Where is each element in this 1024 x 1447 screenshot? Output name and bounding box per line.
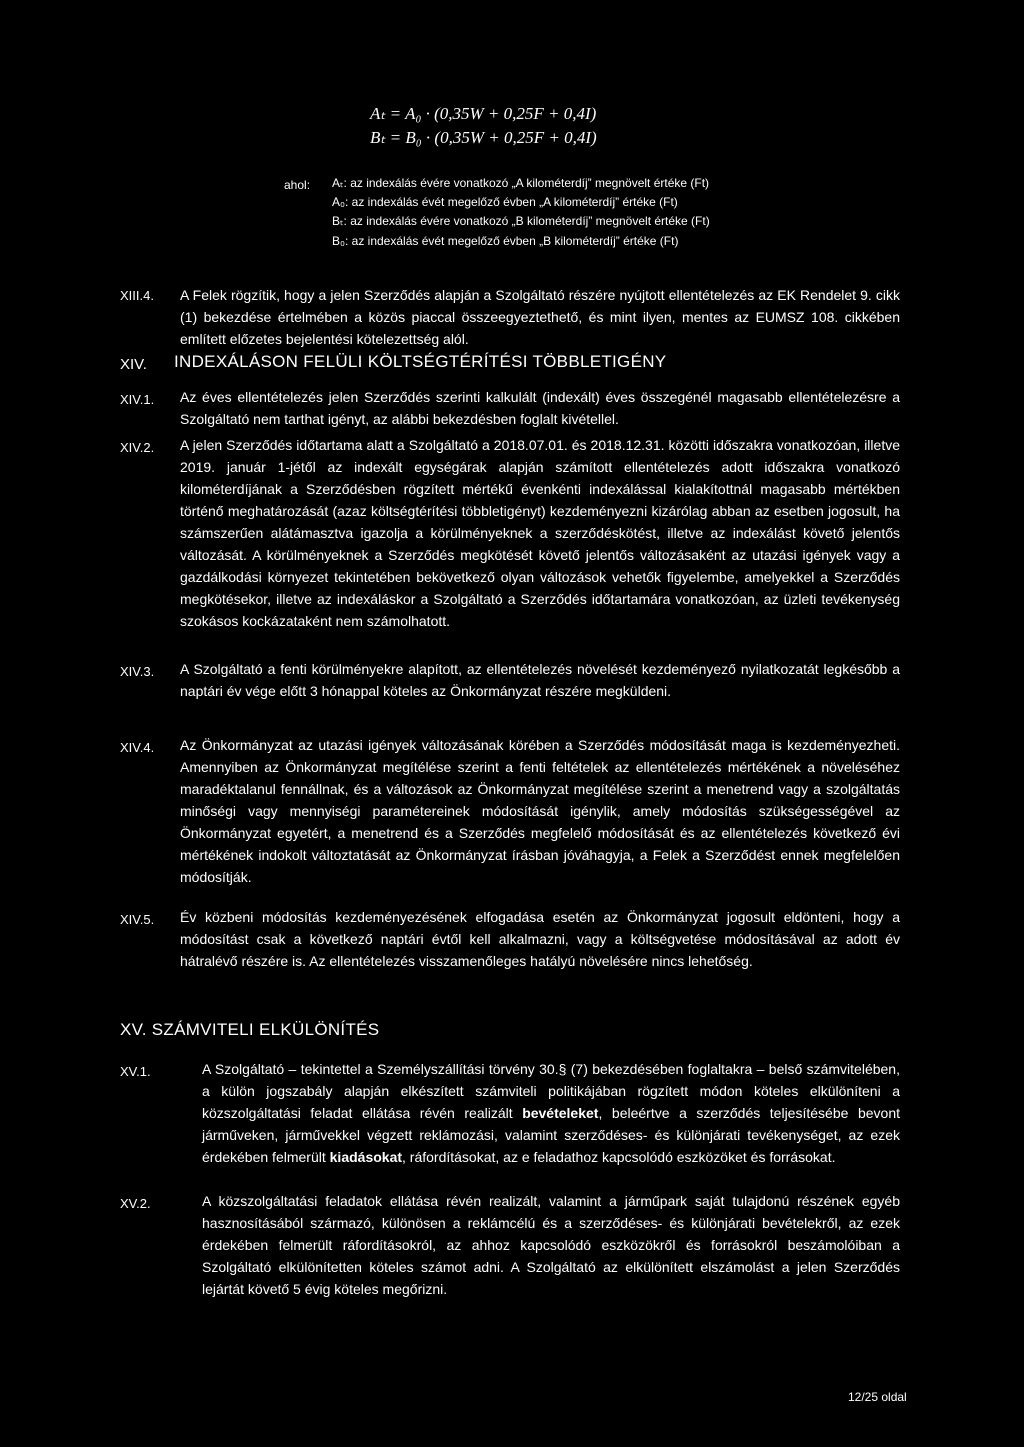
formula-a: Aₜ = A₀ · (0,35W + 0,25F + 0,4I) [370,104,597,123]
section-title-xiv: INDEXÁLÁSON FELÜLI KÖLTSÉGTÉRÍTÉSI TÖBBLETIGÉNY [174,352,667,371]
paragraph-xv2: A közszolgáltatási feladatok ellátása révén realizált, valamint a járműpark saját tulajdonú részének egyéb hasznosításából származó, különösen a reklámcélú és a szerződéses- és különjárati bevételekről, az ezek érdekében felmerült ráfordításokról, az ahhoz kapcsolódó eszközökről és forrásokról beszámolóiban a Szolgáltató elkülönítetten köteles számot adni. A Szolgáltató az elkülönített elszámolást a jelen Szerződés lejártát követő 5 évig köteles megőrizni. [202,1193,900,1297]
section-number-xv2: XV.2. [120,1196,151,1211]
section-number-xiv1: XIV.1. [120,392,155,407]
paragraph-xv1-part-3: , ráfordításokat, az e feladathoz kapcsolódó eszközöket és forrásokat. [402,1149,836,1165]
definition-a0: A₀: az indexálás évét megelőző évben „A kilométerdíj” értéke (Ft) [332,195,678,209]
page-number: 12/25 oldal [848,1390,907,1404]
section-number-xv1: XV.1. [120,1064,151,1079]
section-number-xiv: XIV. [120,356,147,373]
bold-term-bevetelek: bevételeket [522,1105,599,1121]
definition-b0: B₀: az indexálás évét megelőző évben „B kilométerdíj” értéke (Ft) [332,234,679,248]
section-number-xiv4: XIV.4. [120,740,155,755]
section-number-xiv5: XIV.5. [120,912,155,927]
section-title-xv: XV. SZÁMVITELI ELKÜLÖNÍTÉS [120,1020,380,1039]
ahol-label: ahol: [284,178,311,192]
paragraph-xiv2: A jelen Szerződés időtartama alatt a Szolgáltató a 2018.07.01. és 2018.12.31. közötti időszakra vonatkozóan, illetve 2019. január 1-jétől az indexált egységárak alapján számított ellentételezés adott időszakra vonatkozó kilométerdíjának a Szerződésben rögzített mértékű évenkénti indexálással kialakítottnál magasabb mértékben történő meghatározását (azaz költségtérítési többletigényt) kezdeményezni kizárólag abban az esetben jogosult, ha számszerűen alátámasztva igazolja a körülményeknek a szerződéskötést, illetve az indexálást követő jelentős változását. A körülményeknek a Szerződés megkötését követő jelentős változásaként az utazási igények vagy a gazdálkodási környezet tekintetében bekövetkező olyan változások vehetők figyelembe, amelyekkel a Szerződés megkötésekor, illetve az indexáláskor a Szolgáltató a Szerződés időtartamára vonatkozóan, az üzleti tevékenység szokásos kockázataként nem számolhatott. [180,437,900,629]
section-number-xiv3: XIV.3. [120,664,155,679]
section-number-xiii4: XIII.4. [120,288,154,303]
paragraph-xv1-part-2: , beleértve a szerződés teljesítésébe bevont járműveken, járművekkel végzett reklámozási, valamint szerződéses- és különjárati tevékenységet, az ezek érdekében felmerült [202,1105,900,1165]
paragraph-xiv1: Az éves ellentételezés jelen Szerződés szerinti kalkulált (indexált) éves összegénél magasabb ellentételezésre a Szolgáltató nem tarthat igényt, az alábbi bekezdésben foglalt kivétellel. [180,389,900,427]
paragraph-xv1-part-1: A Szolgáltató – tekintettel a Személyszállítási törvény 30.§ (7) bekezdésében foglaltakra – belső számvitelében, a külön jogszabály alapján elkészített számviteli politikájában rögzített módon köteles elkülöníteni a közszolgáltatási feladat ellátása révén realizált [202,1061,900,1121]
paragraph-xv1 [202,1058,900,1168]
section-number-xiv2: XIV.2. [120,440,155,455]
formula-b: Bₜ = B₀ · (0,35W + 0,25F + 0,4I) [370,128,597,147]
paragraph-xiv4: Az Önkormányzat az utazási igények változásának körében a Szerződés módosítását maga is kezdeményezheti. Amennyiben az Önkormányzat megítélése szerint a fenti feltételek az ellentételezés mértékének a növeléséhez maradéktalanul fennállnak, és a változások az Önkormányzat megítélése szerint a menetrend vagy a szolgáltatás minőségi vagy mennyiségi paramétereinek módosítását igénylik, amely módosítás szükségességével az Önkormányzat egyetért, a menetrend és a Szerződés megfelelő módosítását és az ellentételezés következő évi mértékének indokolt változtatását az Önkormányzat írásban jóváhagyja, a Felek a Szerződést ennek megfelelően módosítják. [180,737,900,885]
definition-at: Aₜ: az indexálás évére vonatkozó „A kilométerdíj” megnövelt értéke (Ft) [332,176,710,190]
definition-bt: Bₜ: az indexálás évére vonatkozó „B kilométerdíj” megnövelt értéke (Ft) [332,214,710,228]
paragraph-xiii4: A Felek rögzítik, hogy a jelen Szerződés alapján a Szolgáltató részére nyújtott ellentételezés az EK Rendelet 9. cikk (1) bekezdése értelmében a közös piaccal összeegyeztethető, és mint ilyen, mentes az EUMSZ 108. cikkében említett előzetes bejelentési kötelezettség alól. [180,287,900,347]
bold-term-kiadasok: kiadásokat [329,1149,403,1165]
paragraph-xiv5: Év közbeni módosítás kezdeményezésének elfogadása esetén az Önkormányzat jogosult eldönteni, hogy a módosítást csak a következő naptári évtől kell alkalmazni, vagy a költségvetése módosításával az adott év hátralévő részére is. Az ellentételezés visszamenőleges hatályú növelésére nincs lehetőség. [180,909,900,969]
paragraph-xiv3: A Szolgáltató a fenti körülményekre alapított, az ellentételezés növelését kezdeményező nyilatkozatát legkésőbb a naptári év vége előtt 3 hónappal köteles az Önkormányzat részére megküldeni. [180,661,900,699]
